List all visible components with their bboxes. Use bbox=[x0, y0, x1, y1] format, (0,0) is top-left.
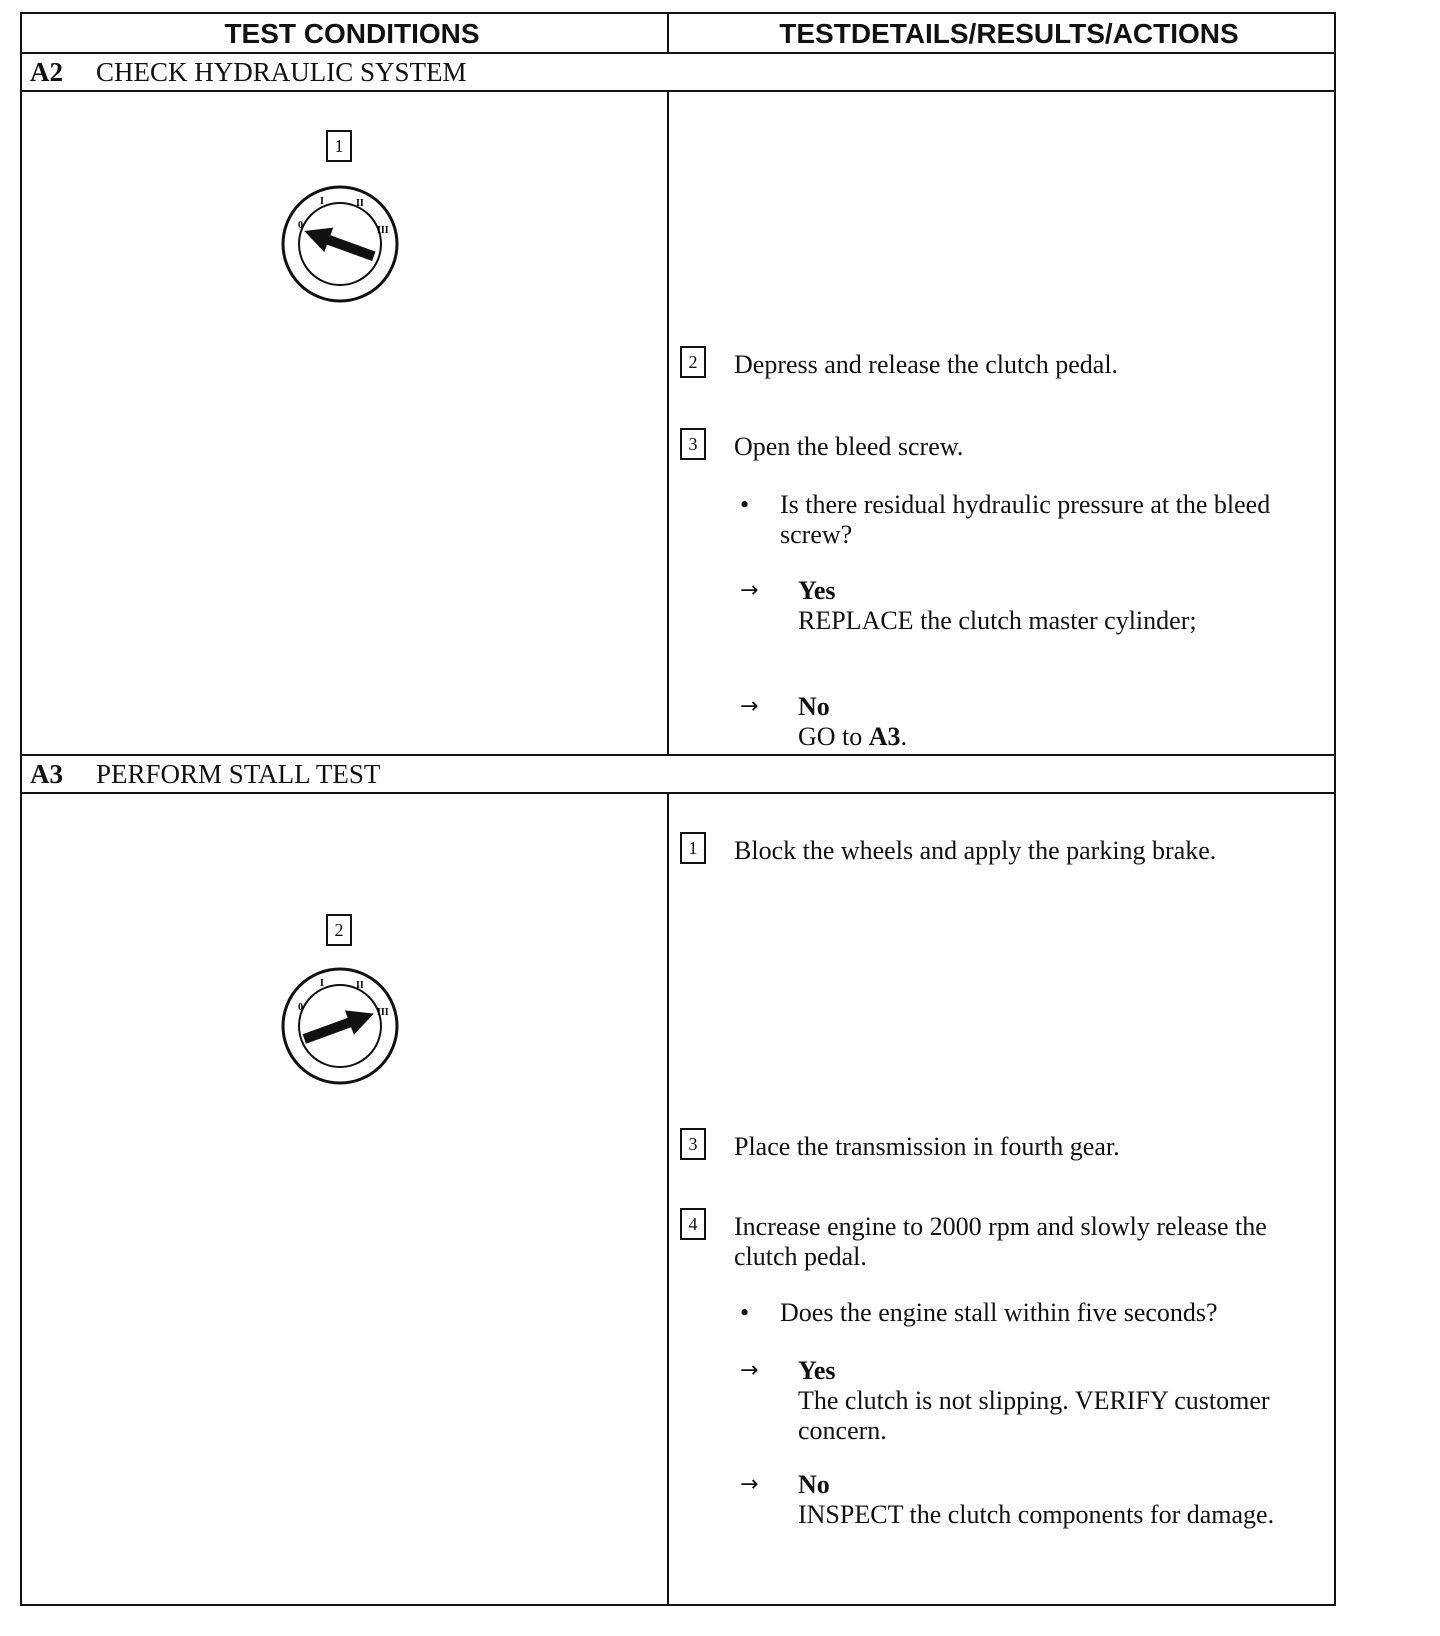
step-text: Place the transmission in fourth gear. bbox=[734, 1132, 1120, 1161]
answer-no bbox=[798, 1470, 1332, 1530]
arrow-right-icon: → bbox=[740, 578, 759, 603]
section-a2-title bbox=[30, 54, 467, 90]
answer-end: . bbox=[900, 722, 908, 751]
question-text: Is there residual hydraulic pressure at the bleed screw? bbox=[780, 490, 1271, 549]
section-title: CHECK HYDRAULIC SYSTEM bbox=[96, 57, 467, 87]
section-title: PERFORM STALL TEST bbox=[96, 759, 381, 789]
dial-label-start: III bbox=[377, 1007, 389, 1018]
answer-no bbox=[798, 692, 1328, 752]
step-number: 1 bbox=[680, 832, 706, 864]
step-number: 4 bbox=[680, 1208, 706, 1240]
bullet-icon: • bbox=[740, 1298, 750, 1327]
dial-label-off: 0 bbox=[298, 1002, 303, 1013]
step-text: Open the bleed screw. bbox=[734, 432, 964, 461]
rule-a2-title bbox=[22, 90, 1334, 92]
diagnostic-table bbox=[20, 12, 1336, 1606]
section-reference: A3 bbox=[868, 722, 901, 751]
answer-text: REPLACE the clutch master cylinder; bbox=[798, 606, 1197, 635]
section-code: A3 bbox=[30, 759, 63, 789]
section-a3-title bbox=[30, 756, 380, 792]
arrow-right-icon: → bbox=[740, 694, 759, 719]
dial-label-on: II bbox=[356, 980, 364, 991]
answer-label: No bbox=[798, 1470, 830, 1499]
condition-number: 2 bbox=[326, 914, 352, 946]
arrow-right-icon: → bbox=[740, 1472, 759, 1497]
dial-label-on: II bbox=[356, 198, 364, 209]
bullet-icon: • bbox=[740, 490, 750, 519]
step-number: 3 bbox=[680, 1128, 706, 1160]
question-text: Does the engine stall within five seconds? bbox=[780, 1298, 1218, 1327]
dial-label-start: III bbox=[377, 225, 389, 236]
step-text: Increase engine to 2000 rpm and slowly release the clutch pedal. bbox=[734, 1212, 1267, 1271]
divider-a2 bbox=[667, 92, 669, 754]
answer-yes bbox=[798, 1356, 1332, 1446]
dial-label-acc: I bbox=[320, 978, 324, 989]
ignition-key-start-icon bbox=[278, 964, 402, 1088]
answer-label: Yes bbox=[798, 1356, 836, 1385]
answer-text: INSPECT the clutch components for damage. bbox=[798, 1500, 1275, 1529]
answer-text: The clutch is not slipping. VERIFY customer concern. bbox=[798, 1386, 1270, 1445]
step-number: 3 bbox=[680, 428, 706, 460]
condition-number: 1 bbox=[326, 130, 352, 162]
divider-a3 bbox=[667, 794, 669, 1604]
step-text: Block the wheels and apply the parking brake. bbox=[734, 836, 1217, 865]
dial-label-acc: I bbox=[320, 196, 324, 207]
answer-yes bbox=[798, 576, 1328, 636]
ignition-key-off-icon bbox=[278, 182, 402, 306]
section-code: A2 bbox=[30, 57, 63, 87]
step-number: 2 bbox=[680, 346, 706, 378]
arrow-right-icon: → bbox=[740, 1358, 759, 1383]
divider-header bbox=[667, 14, 669, 52]
dial-label-off: 0 bbox=[298, 220, 303, 231]
header-test-conditions: TEST CONDITIONS bbox=[224, 18, 480, 49]
rule-a3-title bbox=[22, 792, 1334, 794]
answer-text: GO to bbox=[798, 722, 863, 751]
step-text: Depress and release the clutch pedal. bbox=[734, 350, 1119, 379]
answer-label: Yes bbox=[798, 576, 836, 605]
answer-label: No bbox=[798, 692, 830, 721]
header-test-details: TESTDETAILS/RESULTS/ACTIONS bbox=[779, 18, 1239, 49]
